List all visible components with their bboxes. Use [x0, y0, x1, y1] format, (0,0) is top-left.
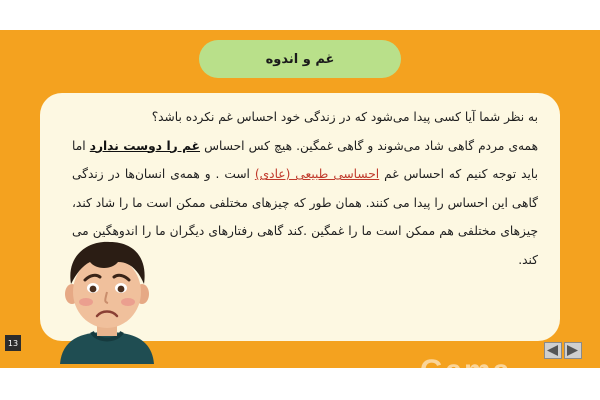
- prev-slide-button[interactable]: [544, 342, 562, 359]
- triangle-right-icon: [567, 345, 579, 356]
- sad-boy-illustration: [52, 232, 162, 364]
- body-part-1: همه‌ی مردم گاهی شاد می‌شوند و گاهی غمگین. هیچ کس احساس: [200, 138, 538, 153]
- bold-phrase: غم را دوست ندارد: [89, 138, 201, 153]
- slide-navigation: [544, 342, 582, 359]
- question-line: به نظر شما آیا کسی پیدا می‌شود که در زندگی خود احساس غم نکرده باشد؟: [151, 110, 538, 124]
- page-number: [5, 335, 21, 351]
- red-phrase: احساسی طبیعی (عادی): [254, 167, 380, 181]
- body-part-2: اما باید توجه کنیم که احساس غم: [72, 138, 538, 181]
- slide-title: [199, 40, 401, 78]
- slide: [0, 30, 600, 387]
- triangle-left-icon: [547, 345, 559, 356]
- watermark: Gama: [420, 354, 512, 387]
- body-part-3: است . و همه‌ی انسان‌ها در زندگی گاهی این احساس را پیدا می کنند. همان طور که چیزهای مختلفی ممکن است ما را شاد کند، چیزهای مختلفی هم ممکن است ما را غمگین .کند گاهی رفتارهای دیگران ما را اندوهگین می کند.: [72, 167, 538, 267]
- next-slide-button[interactable]: [564, 342, 582, 359]
- slide-title-text: غم و اندوه: [265, 51, 335, 67]
- page-number-text: 13: [7, 338, 19, 348]
